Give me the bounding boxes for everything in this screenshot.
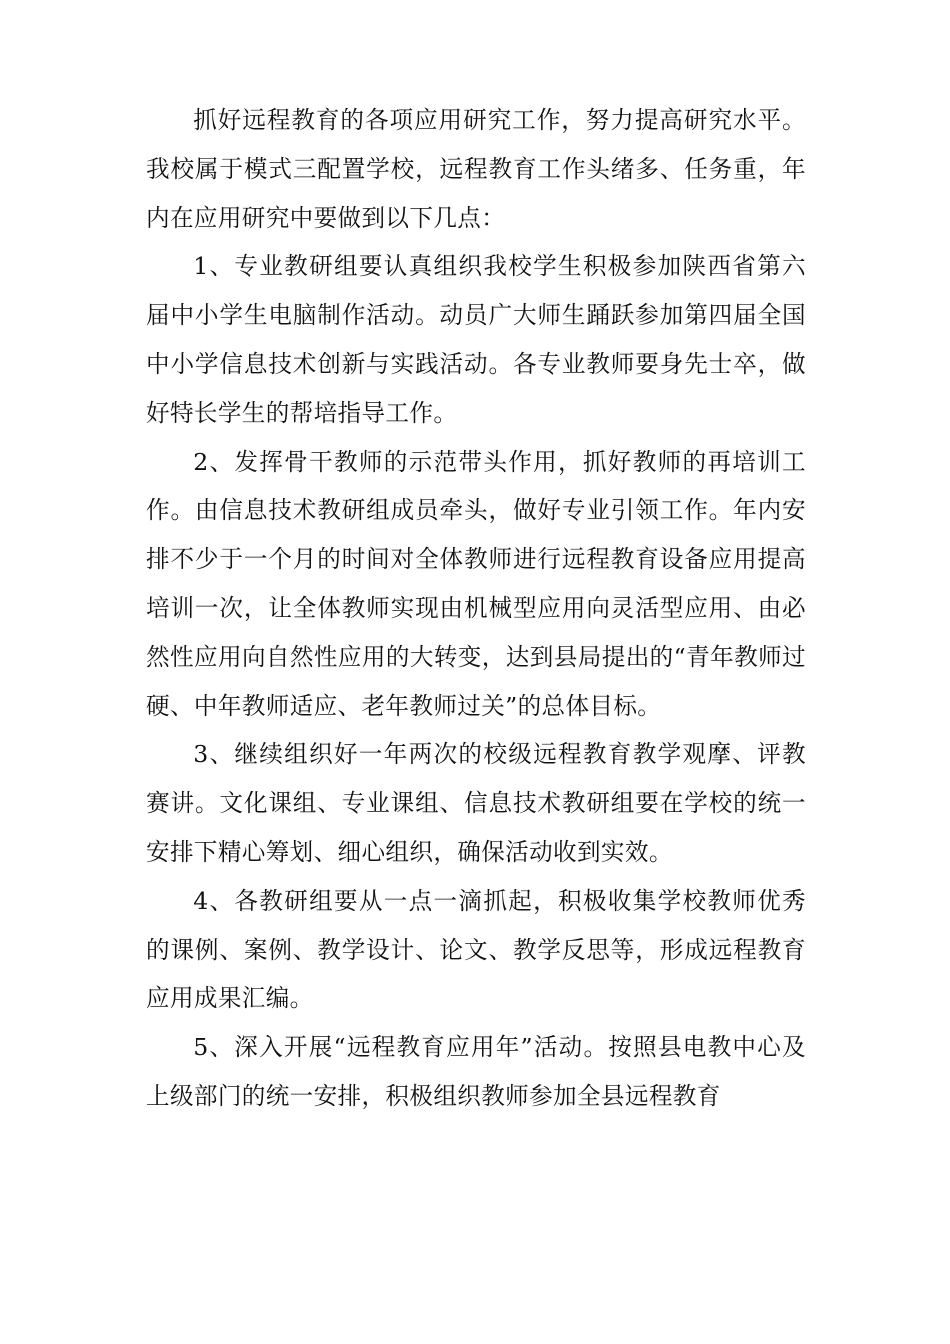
paragraph-item-5: 5、深入开展“远程教育应用年”活动。按照县电教中心及上级部门的统一安排，积极组织教师参加全县远程教育 xyxy=(146,1033,806,1110)
document-body xyxy=(146,96,806,1121)
paragraph-item-2: 2、发挥骨干教师的示范带头作用，抓好教师的再培训工作。由信息技术教研组成员牵头，做好专业引领工作。年内安排不少于一个月的时间对全体教师进行远程教育设备应用提高培训一次，让全体教师实现由机械型应用向灵活型应用、由必然性应用向自然性应用的大转变，达到县局提出的“青年教师过硬、中年教师适应、老年教师过关”的总体目标。 xyxy=(146,447,806,720)
paragraph-item-3: 3、继续组织好一年两次的校级远程教育教学观摩、评教赛讲。文化课组、专业课组、信息技术教研组要在学校的统一安排下精心筹划、细心组织，确保活动收到实效。 xyxy=(146,740,806,866)
paragraph-item-1: 1、专业教研组要认真组织我校学生积极参加陕西省第六届中小学生电脑制作活动。动员广大师生踊跃参加第四届全国中小学信息技术创新与实践活动。各专业教师要身先士卒，做好特长学生的帮培指导工作。 xyxy=(146,252,806,427)
paragraph-item-4: 4、各教研组要从一点一滴抓起，积极收集学校教师优秀的课例、案例、教学设计、论文、教学反思等，形成远程教育应用成果汇编。 xyxy=(146,886,806,1013)
paragraph-intro: 抓好远程教育的各项应用研究工作，努力提高研究水平。我校属于模式三配置学校，远程教育工作头绪多、任务重，年内在应用研究中要做到以下几点： xyxy=(146,106,806,232)
